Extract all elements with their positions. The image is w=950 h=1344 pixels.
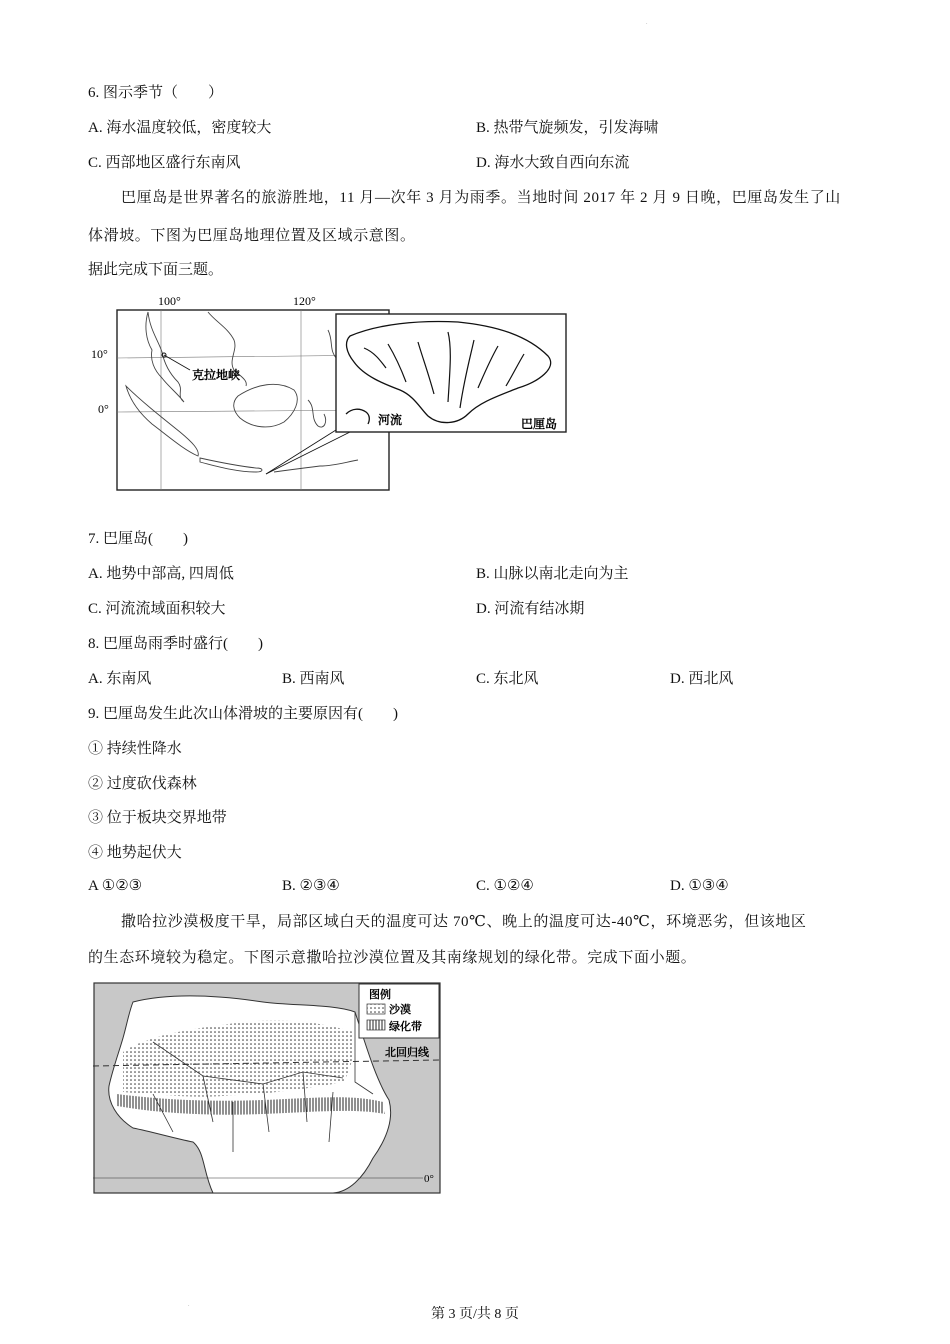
equator-label: 0° bbox=[424, 1173, 434, 1185]
q7-stem: 7. 巴厘岛( ) bbox=[88, 531, 188, 547]
q6-option-b[interactable]: B. 热带气旋频发，引发海啸 bbox=[476, 120, 659, 136]
bali-intro-line2: 体滑坡。下图为巴厘岛地理位置及区域示意图。 bbox=[88, 228, 416, 244]
tropic-of-cancer-label: 北回归线 bbox=[385, 1047, 429, 1059]
legend-green-label: 绿化带 bbox=[389, 1021, 422, 1033]
q9-item-3: ③ 位于板块交界地带 bbox=[88, 810, 227, 826]
lat-0-label: 0° bbox=[98, 402, 109, 416]
river-legend-label: 河流 bbox=[378, 413, 403, 427]
q8-option-a[interactable]: A. 东南风 bbox=[88, 671, 152, 687]
scan-speck: . bbox=[188, 1302, 190, 1308]
q9-option-d[interactable]: D. ①③④ bbox=[670, 878, 729, 894]
q9-option-b[interactable]: B. ②③④ bbox=[282, 878, 340, 894]
sahara-intro-line2: 的生态环境较为稳定。下图示意撒哈拉沙漠位置及其南缘规划的绿化带。完成下面小题。 bbox=[88, 950, 697, 966]
q8-stem: 8. 巴厘岛雨季时盛行( ) bbox=[88, 636, 263, 652]
bali-intro-line3: 据此完成下面三题。 bbox=[88, 262, 224, 278]
sahara-intro-line1: 撒哈拉沙漠极度干旱，局部区域白天的温度可达 70℃、晚上的温度可达-40℃，环境恶劣，但该地区 bbox=[121, 914, 807, 930]
q9-item-1: ① 持续性降水 bbox=[88, 741, 182, 757]
q6-option-a[interactable]: A. 海水温度较低，密度较大 bbox=[88, 120, 272, 136]
lon-100-label: 100° bbox=[158, 294, 181, 308]
bali-island-label: 巴厘岛 bbox=[521, 417, 558, 431]
q7-option-d[interactable]: D. 河流有结冰期 bbox=[476, 601, 585, 617]
q9-item-2: ② 过度砍伐森林 bbox=[88, 776, 197, 792]
kra-isthmus-label: 克拉地峡 bbox=[192, 368, 241, 382]
q7-option-b[interactable]: B. 山脉以南北走向为主 bbox=[476, 566, 629, 582]
q9-option-c[interactable]: C. ①②④ bbox=[476, 878, 534, 894]
sahara-green-belt-map bbox=[93, 982, 441, 1194]
q6-option-c[interactable]: C. 西部地区盛行东南风 bbox=[88, 155, 241, 171]
q8-option-d[interactable]: D. 西北风 bbox=[670, 671, 734, 687]
q6-option-d[interactable]: D. 海水大致自西向东流 bbox=[476, 155, 630, 171]
scan-speck: . bbox=[646, 20, 648, 26]
page-footer: 第 3 页/共 8 页 bbox=[431, 1307, 519, 1322]
q8-option-c[interactable]: C. 东北风 bbox=[476, 671, 539, 687]
q9-option-a[interactable]: A ①②③ bbox=[88, 878, 143, 894]
q9-item-4: ④ 地势起伏大 bbox=[88, 845, 182, 861]
q7-option-a[interactable]: A. 地势中部高, 四周低 bbox=[88, 566, 234, 582]
legend-desert-swatch bbox=[367, 1004, 385, 1014]
q8-option-b[interactable]: B. 西南风 bbox=[282, 671, 345, 687]
bali-intro-line1: 巴厘岛是世界著名的旅游胜地，11 月—次年 3 月为雨季。当地时间 2017 年 2 月 9 日晚，巴厘岛发生了山 bbox=[121, 190, 841, 206]
bali-inset-frame bbox=[336, 314, 566, 432]
q9-stem: 9. 巴厘岛发生此次山体滑坡的主要原因有( ) bbox=[88, 706, 398, 722]
legend-title: 图例 bbox=[369, 989, 391, 1001]
q6-stem: 6. 图示季节（ ） bbox=[88, 85, 224, 101]
legend-desert-label: 沙漠 bbox=[389, 1004, 411, 1016]
legend-green-swatch bbox=[367, 1020, 385, 1030]
lat-10-label: 10° bbox=[91, 347, 108, 361]
lon-120-label: 120° bbox=[293, 294, 316, 308]
q7-option-c[interactable]: C. 河流流域面积较大 bbox=[88, 601, 226, 617]
bali-location-map bbox=[88, 290, 578, 495]
